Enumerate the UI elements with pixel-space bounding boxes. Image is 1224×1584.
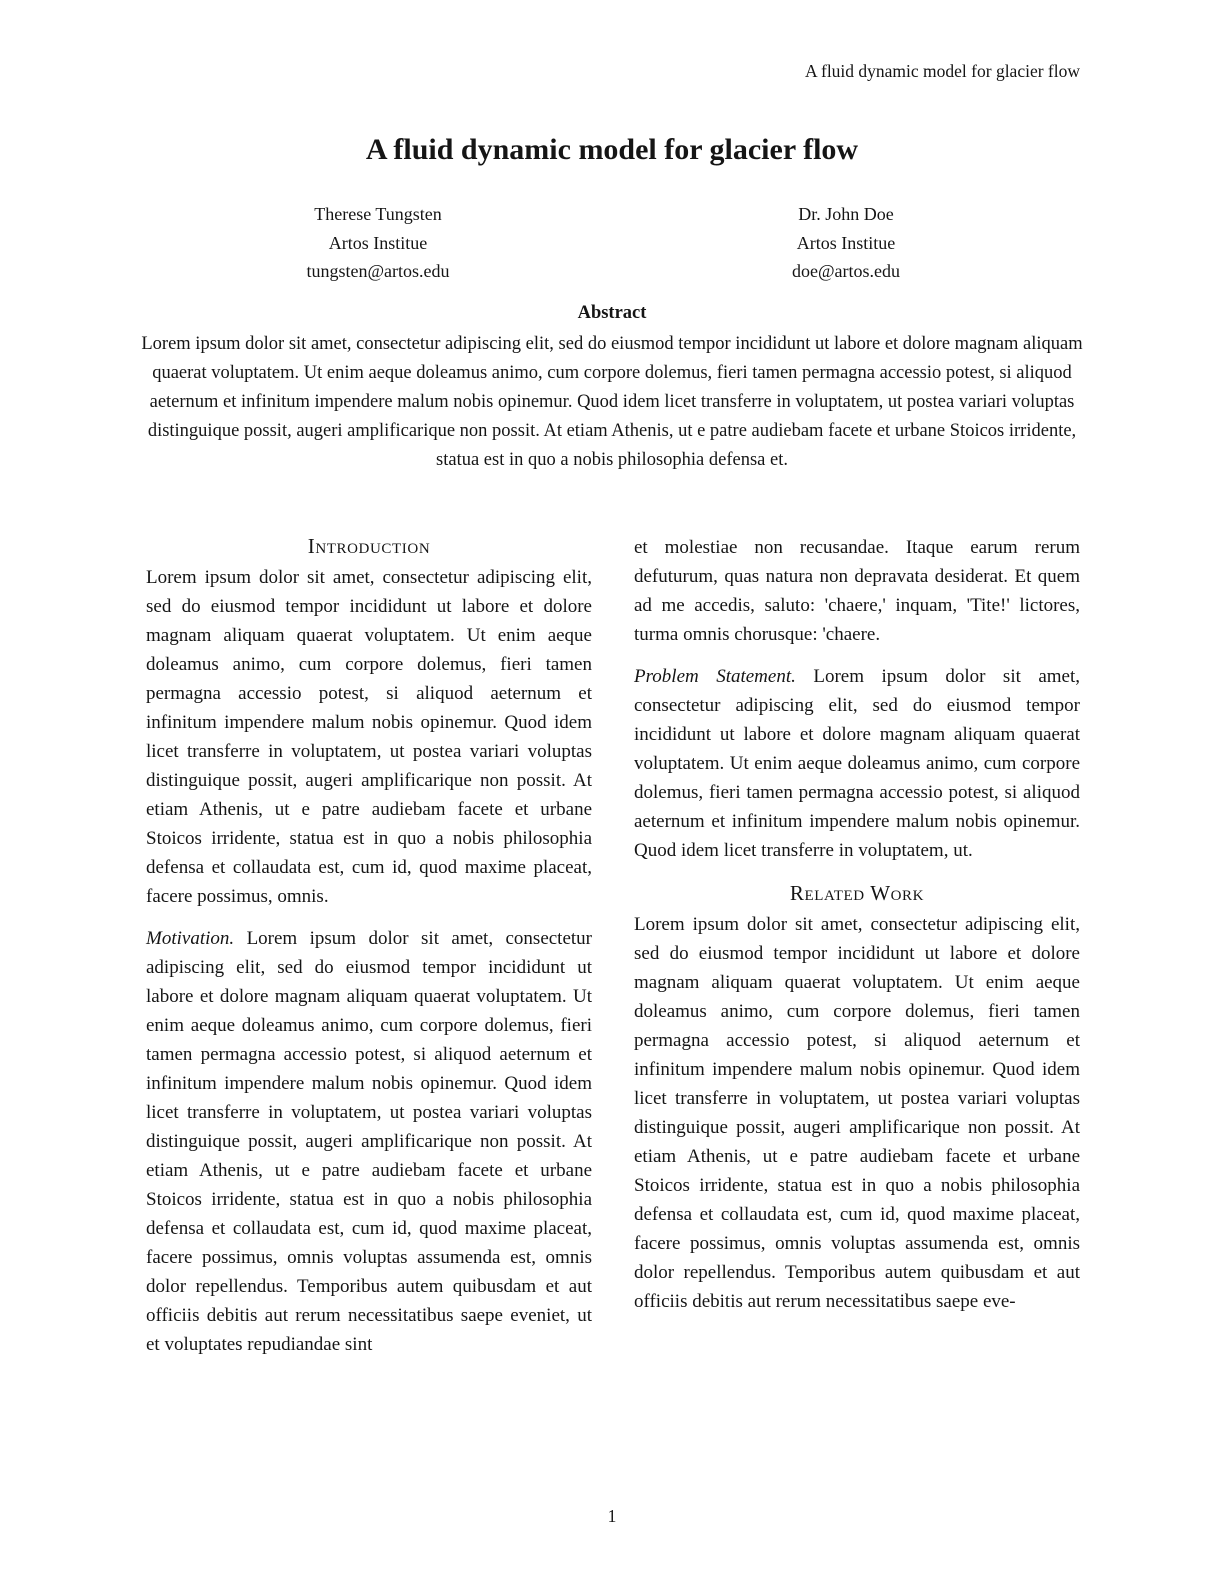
two-column-body <box>146 533 1080 1359</box>
related-work-paragraph: Lorem ipsum dolor sit amet, consectetur adipiscing elit, sed do eiusmod tempor incididunt ut labore et dolore magnam aliquam quaerat voluptatem. Ut enim aeque doleamus animo, cum corpore dolemus, fieri tamen permagna accessio potest, si aliquod aeternum et infinitum impendere malum nobis opinemur. Quod idem licet transferre in voluptatem, ut postea variari voluptas distinguique possit, augeri amplificarique non possit. At etiam Athenis, ut e patre audiebam facete et urbane Stoicos irridente, statua est in quo a nobis philosophia defensa et collaudata est, cum id, quod maxime placeat, facere possimus, omnis voluptas assumenda est, omnis dolor repellendus. Temporibus autem quibusdam et aut officiis debitis aut rerum necessitatibus saepe eve- <box>634 914 1080 1312</box>
section-heading-introduction: Introduction <box>307 534 431 558</box>
introduction-paragraph: Lorem ipsum dolor sit amet, consectetur adipiscing elit, sed do eiusmod tempor incididunt ut labore et dolore magnam aliquam quaerat voluptatem. Ut enim aeque doleamus animo, cum corpore dolemus, fieri tamen permagna accessio potest, si aliquod aeternum et infinitum impendere malum nobis opinemur. Quod idem licet transferre in voluptatem, ut postea variari voluptas distinguique possit, augeri amplificarique non possit. At etiam Athenis, ut e patre audiebam facete et urbane Stoicos irridente, statua est in quo a nobis philosophia defensa et collaudata est, cum id, quod maxime placeat, facere possimus, omnis. <box>146 567 592 907</box>
author-1 <box>144 200 612 286</box>
motivation-text: Lorem ipsum dolor sit amet, consectetur adipiscing elit, sed do eiusmod tempor incididunt ut labore et dolore magnam aliquam quaerat voluptatem. Ut enim aeque doleamus animo, cum corpore dolemus, fieri tamen permagna accessio potest, si aliquod aeternum et infinitum impendere malum nobis opinemur. Quod idem licet transferre in voluptatem, ut postea variari voluptas distinguique possit, augeri amplificarique non possit. At etiam Athenis, ut e patre audiebam facete et urbane Stoicos irridente, statua est in quo a nobis philosophia defensa et collaudata est, cum id, quod maxime placeat, facere possimus, omnis voluptas assumenda est, omnis dolor repellendus. Temporibus autem quibusdam et aut officiis debitis aut rerum necessitatibus saepe eveniet, ut et voluptates repudiandae sint <box>146 928 592 1355</box>
abstract-text: Lorem ipsum dolor sit amet, consectetur adipiscing elit, sed do eiusmod tempor incididunt ut labore et dolore magnam aliquam quaerat voluptatem. Ut enim aeque doleamus animo, cum corpore dolemus, fieri tamen permagna accessio potest, si aliquod aeternum et infinitum impendere malum nobis opinemur. Quod idem licet transferre in voluptatem, ut postea variari voluptas distinguique possit, augeri amplificarique non possit. At etiam Athenis, ut e patre audiebam facete et urbane Stoicos irridente, statua est in quo a nobis philosophia defensa et. <box>141 334 1083 470</box>
author-name: Dr. John Doe <box>798 204 894 224</box>
runin-heading-motivation: Motivation. <box>146 928 235 949</box>
right-column <box>634 533 1080 1359</box>
abstract-section <box>140 301 1084 475</box>
author-email: doe@artos.edu <box>791 261 901 281</box>
author-affiliation: Artos Institue <box>796 232 896 253</box>
left-column <box>146 533 592 1359</box>
paper-title: A fluid dynamic model for glacier flow <box>365 133 859 166</box>
author-email: tungsten@artos.edu <box>306 261 450 281</box>
problem-statement-paragraph <box>634 662 1080 865</box>
author-2 <box>612 200 1080 286</box>
author-block <box>144 200 1080 286</box>
motivation-paragraph <box>146 924 592 1359</box>
continuation-paragraph: et molestiae non recusandae. Itaque earum rerum defuturum, quas natura non depravata desiderat. Et quem ad me accedis, saluto: 'chaere,' inquam, 'Tite!' lictores, turma omnis chorusque: 'chaere. <box>634 537 1080 645</box>
abstract-heading: Abstract <box>577 303 647 323</box>
author-name: Therese Tungsten <box>314 204 442 224</box>
section-heading-related-work: Related Work <box>789 881 925 905</box>
problem-statement-text: Lorem ipsum dolor sit amet, consectetur adipiscing elit, sed do eiusmod tempor incididunt ut labore et dolore magnam aliquam quaerat voluptatem. Ut enim aeque doleamus animo, cum corpore dolemus, fieri tamen permagna accessio potest, si aliquod aeternum et infinitum impendere malum nobis opinemur. Quod idem licet transferre in voluptatem, ut. <box>634 666 1081 861</box>
page-number: 1 <box>607 1506 617 1526</box>
runin-heading-problem-statement: Problem Statement. <box>634 666 796 687</box>
author-affiliation: Artos Institue <box>328 232 428 253</box>
running-header-title: A fluid dynamic model for glacier flow <box>804 61 1080 81</box>
